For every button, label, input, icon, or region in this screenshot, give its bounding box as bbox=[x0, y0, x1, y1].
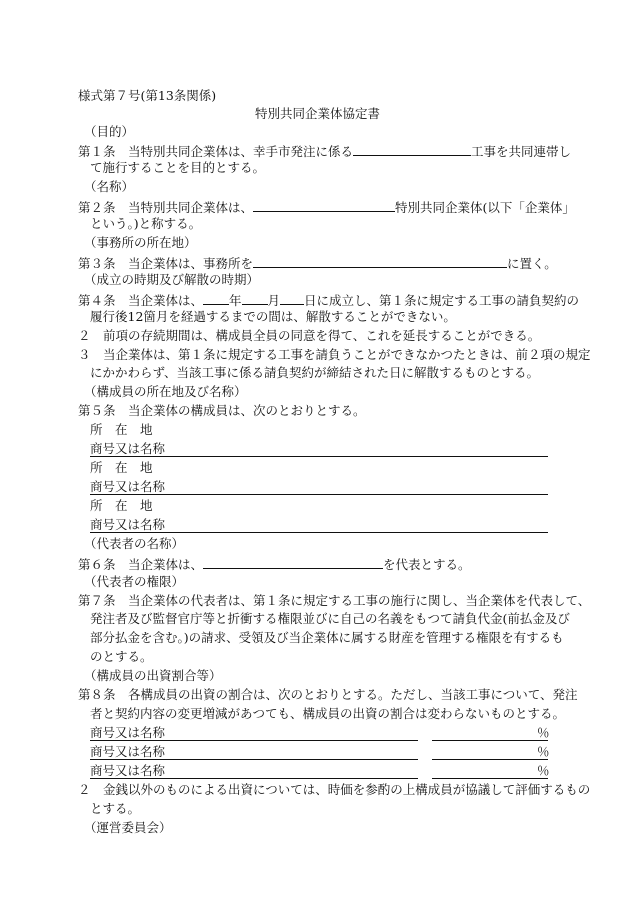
ratio-1-name-label: 商号又は名称 bbox=[90, 725, 166, 740]
article-4-para-2: ２ 前項の存続期間は、構成員全員の同意を得て、これを延長することができる。 bbox=[78, 328, 541, 343]
article-7-line-1: 第７条 当企業体の代表者は、第１条に規定する工事の施行に関し、当企業体を代表して、 bbox=[78, 593, 591, 608]
ratio-2-name-line[interactable] bbox=[90, 759, 418, 760]
heading-members: （構成員の所在地及び名称） bbox=[84, 384, 247, 399]
article-8-para-2-line-1: ２ 金銭以外のものによる出資については、時価を参酌の上構成員が協議して評価するもの bbox=[78, 782, 591, 797]
article-4-para-3-line-2: にかかわらず、当該工事に係る請負契約が締結された日に解散するものとする。 bbox=[90, 365, 540, 380]
ratio-1-percent-line[interactable] bbox=[432, 740, 548, 741]
member-1-address-label: 所 在 地 bbox=[90, 422, 153, 437]
heading-steering-committee: （運営委員会） bbox=[84, 820, 172, 835]
article-8-line-1: 第８条 各構成員の出資の割合は、次のとおりとする。ただし、当該工事について、発注 bbox=[78, 687, 578, 702]
heading-period: （成立の時期及び解散の時期） bbox=[84, 272, 260, 287]
article-4-para-3-line-1: ３ 当企業体は、第１条に規定する工事を請負うことができなかつたときは、前２項の規定 bbox=[78, 347, 591, 362]
member-3-name-label: 商号又は名称 bbox=[90, 517, 166, 532]
article-1-line-2: て施行することを目的とする。 bbox=[90, 160, 266, 175]
ratio-1-name-line[interactable] bbox=[90, 740, 418, 741]
article-7-line-4: のとする。 bbox=[90, 649, 153, 664]
blank-office-address[interactable] bbox=[253, 256, 507, 268]
ratio-3-percent-line[interactable] bbox=[432, 778, 548, 779]
heading-representative-name: （代表者の名称） bbox=[84, 536, 185, 551]
article-5-line-1: 第５条 当企業体の構成員は、次のとおりとする。 bbox=[78, 403, 366, 418]
blank-contract-name[interactable] bbox=[353, 144, 471, 156]
article-6-line-1: 第６条 当企業体は、 を代表とする。 bbox=[78, 557, 471, 572]
heading-name: （名称） bbox=[84, 179, 135, 194]
form-number: 様式第７号(第13条関係) bbox=[78, 88, 217, 103]
article-2-line-1: 第２条 当特別共同企業体は、 特別共同企業体(以下「企業体」 bbox=[78, 200, 575, 215]
document-title: 特別共同企業体協定書 bbox=[255, 106, 381, 121]
heading-office: （事務所の所在地） bbox=[84, 235, 197, 250]
blank-year[interactable] bbox=[203, 293, 229, 305]
ratio-1-percent-sign: ％ bbox=[537, 725, 550, 740]
article-3-line-1: 第３条 当企業体は、事務所を に置く。 bbox=[78, 256, 557, 271]
article-1-line-1: 第１条 当特別共同企業体は、幸手市発注に係る 工事を共同連帯し bbox=[78, 144, 572, 159]
article-4-line-2: 履行後12箇月を経過するまでの間は、解散することができない。 bbox=[90, 309, 456, 324]
ratio-3-percent-sign: ％ bbox=[537, 763, 550, 778]
article-8-para-2-line-2: とする。 bbox=[90, 801, 141, 816]
blank-day[interactable] bbox=[280, 293, 304, 305]
article-8-line-2: 者と契約内容の変更増減があつても、構成員の出資の割合は変わらないものとする。 bbox=[90, 706, 566, 721]
article-2-line-2: という。)と称する。 bbox=[90, 216, 202, 231]
article-7-line-2: 発注者及び監督官庁等と折衝する権限並びに自己の名義をもつて請負代金(前払金及び bbox=[90, 611, 570, 626]
ratio-2-name-label: 商号又は名称 bbox=[90, 744, 166, 759]
blank-month[interactable] bbox=[242, 293, 268, 305]
heading-purpose: （目的） bbox=[84, 124, 135, 139]
ratio-2-percent-sign: ％ bbox=[537, 744, 550, 759]
heading-representative-authority: （代表者の権限） bbox=[84, 574, 185, 589]
blank-representative[interactable] bbox=[203, 557, 383, 569]
article-4-line-1: 第４条 当企業体は、 年 月 日に成立し、第１条に規定する工事の請負契約の bbox=[78, 293, 580, 308]
member-1-name-label: 商号又は名称 bbox=[90, 441, 166, 456]
heading-investment-ratio: （構成員の出資割合等） bbox=[84, 668, 222, 683]
member-3-address-label: 所 在 地 bbox=[90, 498, 153, 513]
blank-jv-name[interactable] bbox=[253, 200, 395, 212]
member-1-name-line[interactable] bbox=[90, 456, 548, 457]
member-2-name-line[interactable] bbox=[90, 494, 548, 495]
ratio-3-name-label: 商号又は名称 bbox=[90, 763, 166, 778]
member-3-name-line[interactable] bbox=[90, 532, 548, 533]
member-2-name-label: 商号又は名称 bbox=[90, 479, 166, 494]
ratio-2-percent-line[interactable] bbox=[432, 759, 548, 760]
article-7-line-3: 部分払金を含む。)の請求、受領及び当企業体に属する財産を管理する権限を有するも bbox=[90, 630, 564, 645]
member-2-address-label: 所 在 地 bbox=[90, 460, 153, 475]
ratio-3-name-line[interactable] bbox=[90, 778, 418, 779]
